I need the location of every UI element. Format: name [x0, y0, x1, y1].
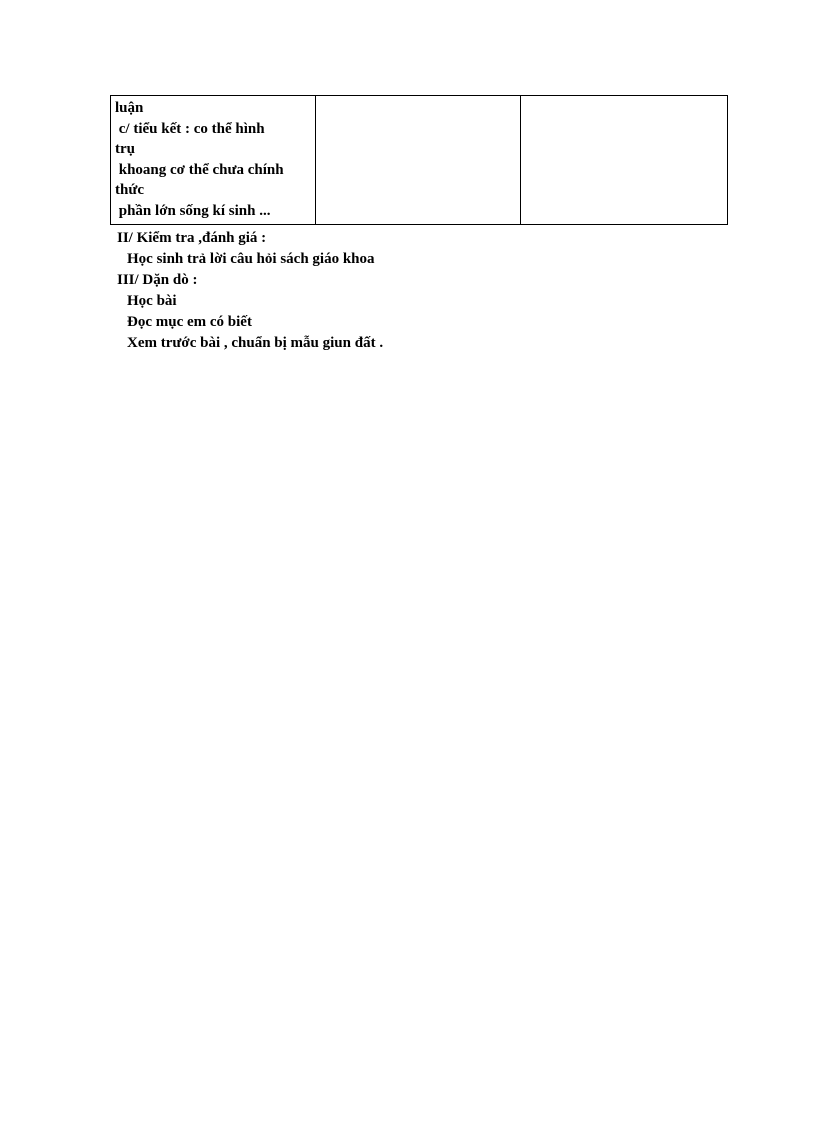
cell-text-block — [521, 96, 727, 98]
cell-line: luận — [115, 100, 144, 116]
table-cell-empty — [521, 96, 728, 225]
lesson-table — [110, 95, 728, 225]
cell-line: trụ — [115, 141, 135, 157]
section-homework — [117, 270, 717, 354]
section-heading: III/ Dặn dò : — [117, 272, 198, 288]
cell-line: phần lớn sống kí sinh ... — [115, 202, 271, 219]
section-item: Học sinh trả lời câu hỏi sách giáo khoa — [127, 251, 375, 267]
section-item: Học bài — [127, 293, 177, 309]
cell-line: thức — [115, 182, 144, 198]
table-cell-content — [111, 96, 316, 225]
cell-text-block — [316, 96, 520, 98]
section-heading: II/ Kiểm tra ,đánh giá : — [117, 230, 267, 246]
table-cell-empty — [316, 96, 521, 225]
section-assessment — [117, 228, 717, 270]
section-item: Xem trước bài , chuẩn bị mẫu giun đất . — [127, 335, 384, 351]
cell-line: c/ tiểu kết : co thể hình — [115, 120, 265, 137]
cell-text-block — [111, 96, 315, 221]
section-item: Đọc mục em có biết — [127, 314, 252, 330]
table-row — [111, 96, 728, 225]
cell-line: khoang cơ thể chưa chính — [115, 161, 284, 178]
